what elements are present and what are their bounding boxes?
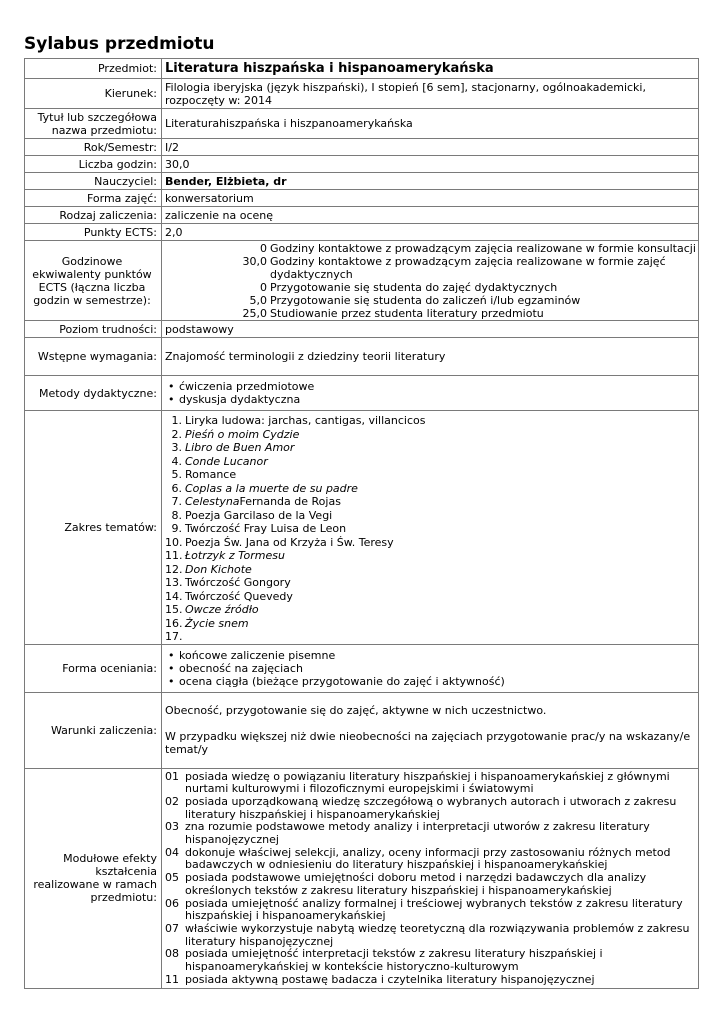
topic-item bbox=[165, 482, 696, 496]
value-nauczyciel: Bender, Elżbieta, dr bbox=[162, 173, 699, 190]
topic-number: 9. bbox=[171, 522, 182, 535]
row-tytul bbox=[25, 109, 699, 139]
list-item: • dyskusja dydaktyczna bbox=[165, 393, 696, 406]
hours-text: Godziny kontaktowe z prowadzącym zajęcia realizowane w formie zajęć dydaktycznych bbox=[270, 255, 666, 281]
value-forma-zajec: konwersatorium bbox=[162, 190, 699, 207]
page-title: Sylabus przedmiotu bbox=[24, 34, 215, 54]
label-nauczyciel: Nauczyciel: bbox=[25, 173, 162, 190]
topic-item bbox=[165, 563, 696, 577]
effect-text: zna rozumie podstawowe metody analizy i interpretacji utworów z zakresu literatury hispanojęzycznej bbox=[185, 820, 650, 847]
label-ects: Punkty ECTS: bbox=[25, 224, 162, 241]
topic-title: Łotrzyk z Tormesu bbox=[185, 549, 285, 562]
label-liczba: Liczba godzin: bbox=[25, 156, 162, 173]
topic-number: 12. bbox=[165, 562, 183, 576]
value-rok: I/2 bbox=[162, 139, 699, 156]
topic-number: 14. bbox=[165, 589, 183, 603]
metody-list bbox=[165, 380, 696, 406]
row-liczba bbox=[25, 156, 699, 173]
label-rodzaj: Rodzaj zaliczenia: bbox=[25, 207, 162, 224]
value-warunki bbox=[162, 692, 699, 768]
label-przedmiot: Przedmiot: bbox=[25, 59, 162, 79]
topic-title: Conde Lucanor bbox=[185, 454, 268, 468]
value-forma-oceniania bbox=[162, 644, 699, 692]
hours-text: Studiowanie przez studenta literatury przedmiotu bbox=[270, 307, 544, 320]
label-rok: Rok/Semestr: bbox=[25, 139, 162, 156]
value-tytul: Literaturahiszpańska i hiszpanoamerykańska bbox=[162, 109, 699, 139]
row-kierunek bbox=[25, 79, 699, 109]
row-warunki bbox=[25, 692, 699, 768]
topic-number: 8. bbox=[171, 508, 182, 522]
effect-number: 11 bbox=[165, 972, 179, 986]
list-item: • obecność na zajęciach bbox=[165, 662, 696, 675]
hours-text: Przygotowanie się studenta do zaliczeń i/lub egzaminów bbox=[270, 294, 581, 307]
topic-number: 13. bbox=[165, 576, 183, 589]
topic-title: Życie snem bbox=[185, 616, 249, 630]
effect-number: 08 bbox=[165, 947, 179, 961]
label-wymagania: Wstępne wymagania: bbox=[25, 338, 162, 376]
hours-number: 0 bbox=[260, 281, 267, 294]
value-kierunek: Filologia iberyjska (język hiszpański), I stopień [6 sem], stacjonarny, ogólnoakademicki, rozpoczęty w: 2014 bbox=[162, 79, 699, 109]
topic-number: 11. bbox=[165, 549, 183, 562]
ocenianie-list bbox=[165, 649, 696, 688]
topic-number: 5. bbox=[171, 468, 182, 481]
topic-number: 7. bbox=[171, 495, 182, 508]
effect-item bbox=[165, 771, 696, 796]
topic-number: 6. bbox=[171, 481, 182, 495]
value-efekty bbox=[162, 768, 699, 988]
effect-text: posiada umiejętność interpretacji tekstów z zakresu literatury hiszpańskiej i hispanoamerykańskiej w kontekście historyczno-kulturowym bbox=[185, 947, 603, 974]
topic-title: Owcze źródło bbox=[185, 603, 259, 616]
row-rodzaj bbox=[25, 207, 699, 224]
syllabus-table bbox=[24, 58, 699, 989]
effect-text: posiada podstawowe umiejętności doboru metod i narzędzi badawczych dla analizy określonych tekstów z zakresu literatury hiszpańskiej i hispanoamerykańskiej bbox=[185, 871, 647, 897]
topic-title: Twórczość Quevedy bbox=[185, 589, 293, 603]
list-item: • końcowe zaliczenie pisemne bbox=[165, 649, 696, 662]
topic-title bbox=[182, 495, 341, 509]
topic-number: 15. bbox=[165, 603, 183, 616]
hours-item bbox=[165, 294, 696, 307]
topic-title: Poezja Garcilaso de la Vegi bbox=[185, 508, 333, 522]
label-tytul: Tytuł lub szczegółowa nazwa przedmiotu: bbox=[25, 109, 162, 139]
effect-item bbox=[165, 847, 696, 872]
topic-number: 10. bbox=[165, 535, 183, 549]
hours-text: Przygotowanie się studenta do zajęć dydaktycznych bbox=[270, 281, 558, 294]
effect-text: posiada wiedzę o powiązaniu literatury hiszpańskiej i hispanoamerykańskiej z głównymi nurtami kulturowymi i filozoficznymi europejskimi i światowymi bbox=[185, 769, 670, 796]
row-efekty bbox=[25, 768, 699, 988]
topic-item bbox=[165, 630, 696, 644]
row-poziom bbox=[25, 321, 699, 338]
list-item: • ocena ciągła (bieżące przygotowanie do zajęć i aktywność) bbox=[165, 675, 696, 688]
row-nauczyciel bbox=[25, 173, 699, 190]
value-zakres bbox=[162, 411, 699, 645]
value-liczba: 30,0 bbox=[162, 156, 699, 173]
topic-item bbox=[165, 590, 696, 604]
topic-number: 17. bbox=[165, 630, 183, 643]
hours-item bbox=[165, 255, 696, 281]
hours-number: 5,0 bbox=[249, 294, 267, 307]
topic-title: Twórczość Gongory bbox=[185, 576, 291, 589]
effect-number: 04 bbox=[165, 845, 179, 859]
topic-number: 3. bbox=[171, 441, 182, 454]
list-item: • ćwiczenia przedmiotowe bbox=[165, 380, 696, 393]
warunki-paragraph: Obecność, przygotowanie się do zajęć, aktywne w nich uczestnictwo. bbox=[165, 704, 547, 717]
topic-item bbox=[165, 441, 696, 455]
label-poziom: Poziom trudności: bbox=[25, 321, 162, 338]
topic-title: Libro de Buen Amor bbox=[185, 441, 295, 454]
row-forma-zajec bbox=[25, 190, 699, 207]
effect-number: 02 bbox=[165, 794, 179, 808]
topic-item bbox=[165, 468, 696, 482]
effect-text: właściwie wykorzystuje nabytą wiedzę teoretyczną dla rozwiązywania problemów z zakresu literatury hispanojęzycznej bbox=[185, 921, 690, 948]
value-metody bbox=[162, 376, 699, 411]
topic-item bbox=[165, 522, 696, 536]
row-zakres bbox=[25, 411, 699, 645]
topic-item bbox=[165, 576, 696, 590]
hours-item bbox=[165, 307, 696, 320]
hours-number: 25,0 bbox=[242, 307, 267, 320]
row-przedmiot bbox=[25, 59, 699, 79]
effect-item bbox=[165, 821, 696, 846]
topic-number: 1. bbox=[171, 414, 182, 427]
topic-item bbox=[165, 414, 696, 428]
effect-text: posiada uporządkowaną wiedzę szczegółową o wybranych autorach i utworach z zakresu literatury hiszpańskiej i hispanoamerykańskiej bbox=[185, 794, 677, 821]
effect-number: 07 bbox=[165, 921, 179, 935]
topic-title: Twórczość Fray Luisa de Leon bbox=[185, 522, 347, 535]
effect-item bbox=[165, 948, 696, 973]
effect-number: 06 bbox=[165, 896, 179, 910]
topic-item bbox=[165, 495, 696, 509]
topic-title bbox=[182, 630, 185, 644]
value-przedmiot: Literatura hiszpańska i hispanoamerykańska bbox=[162, 59, 699, 79]
row-forma-oceniania bbox=[25, 644, 699, 692]
warunki-paragraph: W przypadku większej niż dwie nieobecności na zajęciach przygotowanie prac/y na wskazany/e temat/y bbox=[165, 730, 691, 756]
row-ects bbox=[25, 224, 699, 241]
effect-item bbox=[165, 872, 696, 897]
value-wymagania: Znajomość terminologii z dziedziny teorii literatury bbox=[162, 338, 699, 376]
label-efekty: Modułowe efekty kształcenia realizowane w ramach przedmiotu: bbox=[25, 768, 162, 988]
value-poziom: podstawowy bbox=[162, 321, 699, 338]
row-metody bbox=[25, 376, 699, 411]
effect-number: 05 bbox=[165, 871, 179, 885]
label-kierunek: Kierunek: bbox=[25, 79, 162, 109]
hours-text: Godziny kontaktowe z prowadzącym zajęcia realizowane w formie konsultacji bbox=[270, 242, 696, 255]
effect-number: 03 bbox=[165, 820, 179, 834]
topic-item bbox=[165, 536, 696, 550]
value-godzinowe bbox=[162, 241, 699, 321]
topic-item bbox=[165, 603, 696, 617]
row-wymagania bbox=[25, 338, 699, 376]
topic-item bbox=[165, 455, 696, 469]
effect-text: dokonuje właściwej selekcji, analizy, oceny informacji przy zastosowaniu różnych metod badawczych w odniesieniu do literatury hiszpańskiej i hispanoamerykańskiej bbox=[185, 845, 671, 872]
effect-item bbox=[165, 974, 696, 987]
label-warunki: Warunki zaliczenia: bbox=[25, 692, 162, 768]
value-rodzaj: zaliczenie na ocenę bbox=[162, 207, 699, 224]
hours-number: 30,0 bbox=[242, 255, 267, 268]
label-forma-oceniania: Forma oceniania: bbox=[25, 644, 162, 692]
effect-item bbox=[165, 923, 696, 948]
topic-item bbox=[165, 428, 696, 442]
effect-item bbox=[165, 898, 696, 923]
topic-item bbox=[165, 617, 696, 631]
topic-title: Don Kichote bbox=[185, 562, 252, 576]
label-forma-zajec: Forma zajęć: bbox=[25, 190, 162, 207]
label-godzinowe: Godzinowe ekwiwalenty punktów ECTS (łączna liczba godzin w semestrze): bbox=[25, 241, 162, 321]
topic-title: Romance bbox=[185, 468, 237, 481]
effect-item bbox=[165, 796, 696, 821]
effect-text: posiada aktywną postawę badacza i czytelnika literatury hispanojęzycznej bbox=[185, 972, 595, 986]
effect-text: posiada umiejętność analizy formalnej i treściowej wybranych tekstów z zakresu literatury hiszpańskiej i hispanoamerykańskiej bbox=[185, 896, 683, 923]
effect-number: 01 bbox=[165, 769, 179, 783]
topic-title: Liryka ludowa: jarchas, cantigas, villancicos bbox=[185, 414, 426, 427]
topic-number: 2. bbox=[171, 427, 182, 441]
hours-item bbox=[165, 281, 696, 294]
label-metody: Metody dydaktyczne: bbox=[25, 376, 162, 411]
topic-title: Pieśń o moim Cydzie bbox=[185, 427, 300, 441]
label-zakres: Zakres tematów: bbox=[25, 411, 162, 645]
row-godzinowe bbox=[25, 241, 699, 321]
topic-item bbox=[165, 509, 696, 523]
topic-title: Coplas a la muerte de su padre bbox=[185, 481, 358, 495]
hours-item bbox=[165, 242, 696, 255]
topic-title: Poezja Św. Jana od Krzyża i Św. Teresy bbox=[185, 535, 394, 549]
topic-number: 16. bbox=[165, 616, 183, 630]
topic-title-rest: Fernanda de Rojas bbox=[239, 495, 341, 508]
hours-number: 0 bbox=[260, 242, 267, 255]
topic-number: 4. bbox=[171, 454, 182, 468]
topic-title-italic: Celestyna bbox=[185, 495, 240, 508]
value-ects: 2,0 bbox=[162, 224, 699, 241]
topic-item bbox=[165, 549, 696, 563]
row-rok bbox=[25, 139, 699, 156]
